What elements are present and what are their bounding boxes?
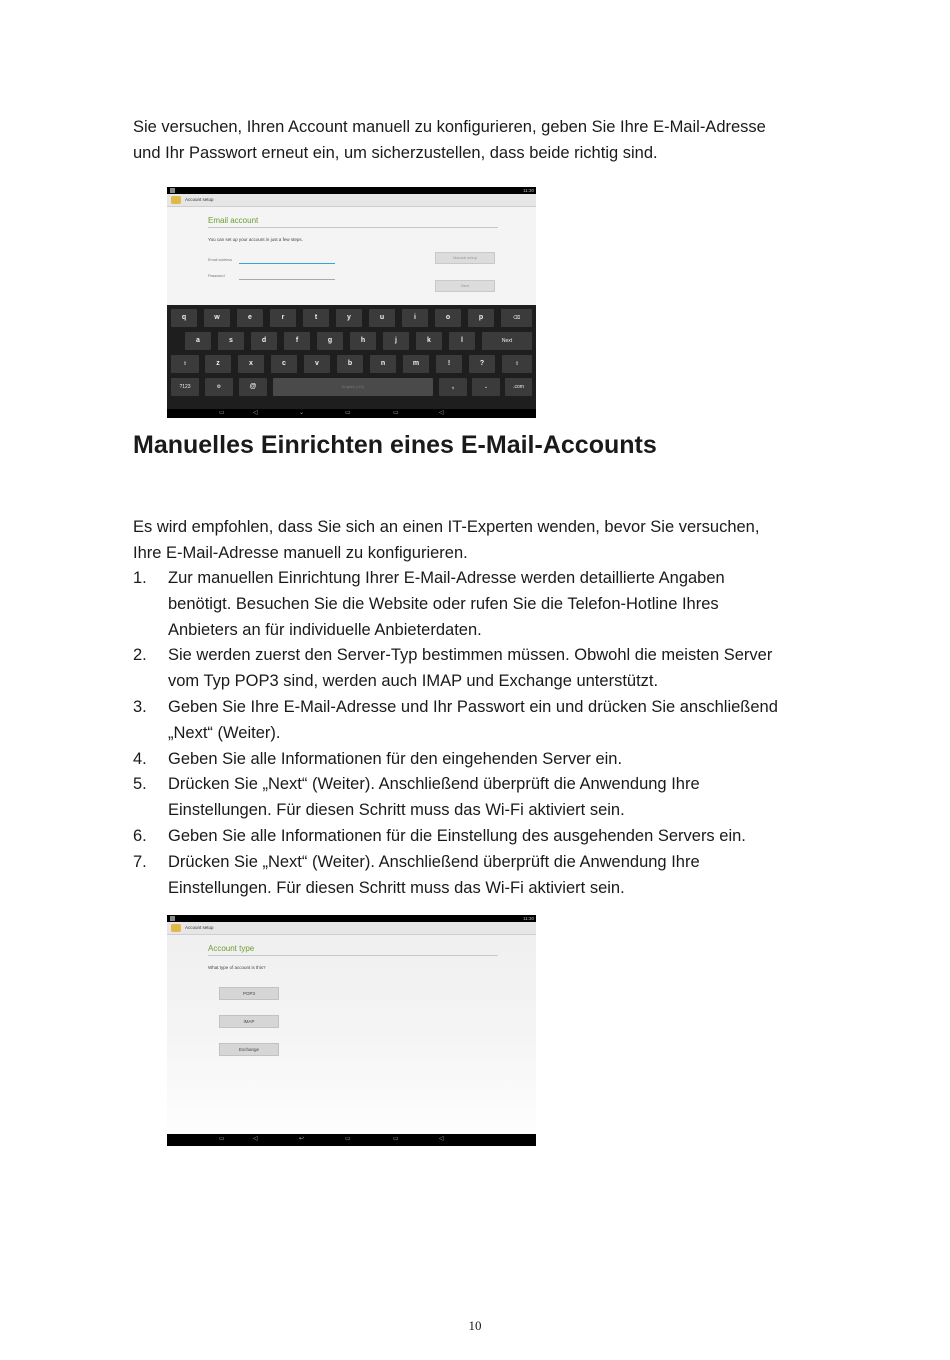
key[interactable]: m xyxy=(403,355,429,373)
app-icon xyxy=(171,924,181,932)
title-divider xyxy=(208,955,498,956)
intro-line: und Ihr Passwort erneut ein, um sicherzustellen, dass beide richtig sind. xyxy=(133,144,658,162)
volume-icon[interactable]: ◁ xyxy=(253,1136,258,1142)
key[interactable]: l xyxy=(449,332,475,350)
password-label: Password xyxy=(208,274,225,278)
dotcom-key[interactable]: .com xyxy=(505,378,532,396)
key[interactable]: e xyxy=(237,309,263,327)
app-icon xyxy=(171,196,181,204)
key[interactable]: y xyxy=(336,309,362,327)
action-bar xyxy=(167,194,536,207)
status-time: 11:30 xyxy=(523,916,534,921)
key[interactable]: p xyxy=(468,309,494,327)
action-bar-title: Account setup xyxy=(185,197,214,202)
backspace-key[interactable]: ⌫ xyxy=(501,309,532,327)
lead-line: Es wird empfohlen, dass Sie sich an einen IT-Experten wenden, bevor Sie versuchen, xyxy=(133,518,760,536)
status-time: 11:30 xyxy=(523,188,534,193)
recent-apps-icon[interactable]: ▭ xyxy=(393,1136,399,1142)
shift-key[interactable]: ⇧ xyxy=(171,355,199,373)
key[interactable]: c xyxy=(271,355,297,373)
back-icon[interactable]: ↩ xyxy=(299,1136,305,1142)
home-icon[interactable]: ▭ xyxy=(345,410,351,416)
comma-key[interactable]: , xyxy=(439,378,467,396)
key[interactable]: j xyxy=(383,332,409,350)
list-item xyxy=(133,824,833,850)
volume-icon[interactable]: ◁ xyxy=(253,410,258,416)
key[interactable]: s xyxy=(218,332,244,350)
navigation-bar xyxy=(167,409,536,418)
step-number: 3. xyxy=(133,697,147,716)
step-line: Sie werden zuerst den Server-Typ bestimmen müssen. Obwohl die meisten Server xyxy=(168,646,773,665)
list-item xyxy=(133,772,833,824)
notification-icon xyxy=(170,916,175,921)
list-item xyxy=(133,566,833,643)
section-heading: Manuelles Einrichten eines E-Mail-Accounts xyxy=(133,431,657,459)
home-icon[interactable]: ▭ xyxy=(345,1136,351,1142)
next-key[interactable]: Next xyxy=(482,332,532,350)
period-key[interactable]: . xyxy=(472,378,500,396)
symbols-key[interactable]: ?123 xyxy=(171,378,199,396)
form-subtitle: You can set up your account in just a few steps. xyxy=(208,237,303,242)
intro-line: Sie versuchen, Ihren Account manuell zu konfigurieren, geben Sie Ihre E-Mail-Adresse xyxy=(133,118,766,136)
key[interactable]: k xyxy=(416,332,442,350)
step-number: 6. xyxy=(133,826,147,845)
step-line: vom Typ POP3 sind, werden auch IMAP und Exchange unterstützt. xyxy=(168,672,659,691)
pop3-option-button[interactable]: POP3 xyxy=(219,987,279,1000)
key[interactable]: d xyxy=(251,332,277,350)
steps-list xyxy=(133,566,833,901)
action-bar xyxy=(167,922,536,935)
step-line: Anbieters an für individuelle Anbieterdaten. xyxy=(168,620,482,639)
imap-option-button[interactable]: IMAP xyxy=(219,1015,279,1028)
screenshot-icon[interactable]: ▭ xyxy=(219,410,225,416)
key[interactable]: n xyxy=(370,355,396,373)
key[interactable]: r xyxy=(270,309,296,327)
step-line: Drücken Sie „Next“ (Weiter). Anschließend überprüft die Anwendung Ihre xyxy=(168,852,700,871)
step-line: Geben Sie alle Informationen für die Einstellung des ausgehenden Servers ein. xyxy=(168,826,746,845)
form-title: Account type xyxy=(208,944,255,953)
on-screen-keyboard xyxy=(167,305,536,409)
key[interactable]: v xyxy=(304,355,330,373)
key[interactable]: w xyxy=(204,309,230,327)
step-line: Einstellungen. Für diesen Schritt muss das Wi-Fi aktiviert sein. xyxy=(168,801,625,820)
status-bar xyxy=(167,915,536,922)
key[interactable]: o xyxy=(435,309,461,327)
account-type-question: What type of account is this? xyxy=(208,965,266,970)
notification-icon xyxy=(170,188,175,193)
form-title: Email account xyxy=(208,216,259,225)
step-number: 1. xyxy=(133,569,147,587)
step-number: 7. xyxy=(133,852,147,871)
page-number: 10 xyxy=(468,1318,482,1333)
volume-up-icon[interactable]: ◁ xyxy=(439,410,444,416)
settings-key[interactable]: ⚙ xyxy=(205,378,233,396)
shift-key[interactable]: ⇧ xyxy=(502,355,532,373)
account-type-screenshot xyxy=(167,915,536,1146)
key[interactable]: a xyxy=(185,332,211,350)
list-item xyxy=(133,695,833,747)
step-line: Drücken Sie „Next“ (Weiter). Anschließend überprüft die Anwendung Ihre xyxy=(168,775,700,794)
key[interactable]: i xyxy=(402,309,428,327)
back-icon[interactable]: ⌄ xyxy=(299,410,305,416)
status-bar xyxy=(167,187,536,194)
manual-setup-button[interactable]: Manual setup xyxy=(435,252,495,264)
next-button[interactable]: Next xyxy=(435,280,495,292)
list-item xyxy=(133,747,833,773)
step-number: 2. xyxy=(133,646,147,665)
volume-up-icon[interactable]: ◁ xyxy=(439,1136,444,1142)
key[interactable]: u xyxy=(369,309,395,327)
key[interactable]: t xyxy=(303,309,329,327)
step-line: Geben Sie Ihre E-Mail-Adresse und Ihr Passwort ein und drücken Sie anschließend xyxy=(168,697,778,716)
key[interactable]: q xyxy=(171,309,197,327)
step-number: 4. xyxy=(133,749,147,768)
key[interactable]: x xyxy=(238,355,264,373)
step-line: Zur manuellen Einrichtung Ihrer E-Mail-Adresse werden detaillierte Angaben xyxy=(168,569,725,587)
intro-paragraph xyxy=(133,114,823,166)
key[interactable]: ! xyxy=(436,355,462,373)
step-line: benötigt. Besuchen Sie die Website oder rufen Sie die Telefon-Hotline Ihres xyxy=(168,594,719,613)
email-field[interactable] xyxy=(239,263,335,264)
step-line: „Next“ (Weiter). xyxy=(168,723,281,742)
action-bar-title: Account setup xyxy=(185,925,214,930)
email-label: Email address xyxy=(208,258,233,262)
exchange-option-button[interactable]: Exchange xyxy=(219,1043,279,1056)
space-key[interactable]: English (US) xyxy=(273,378,433,396)
recent-apps-icon[interactable]: ▭ xyxy=(393,410,399,416)
key[interactable]: g xyxy=(317,332,343,350)
step-number: 5. xyxy=(133,775,147,794)
key[interactable]: f xyxy=(284,332,310,350)
password-field[interactable] xyxy=(239,279,335,280)
lead-paragraph xyxy=(133,514,823,566)
step-line: Einstellungen. Für diesen Schritt muss das Wi-Fi aktiviert sein. xyxy=(168,878,625,897)
list-item xyxy=(133,643,833,695)
screenshot-icon[interactable]: ▭ xyxy=(219,1136,225,1142)
navigation-bar xyxy=(167,1134,536,1146)
email-setup-screenshot xyxy=(167,187,536,418)
step-line: Geben Sie alle Informationen für den eingehenden Server ein. xyxy=(168,749,623,768)
key[interactable]: b xyxy=(337,355,363,373)
key[interactable]: z xyxy=(205,355,231,373)
key[interactable]: h xyxy=(350,332,376,350)
list-item xyxy=(133,850,833,902)
lead-line: Ihre E-Mail-Adresse manuell zu konfigurieren. xyxy=(133,544,468,562)
title-divider xyxy=(208,227,498,228)
at-key[interactable]: @ xyxy=(239,378,267,396)
key[interactable]: ? xyxy=(469,355,495,373)
